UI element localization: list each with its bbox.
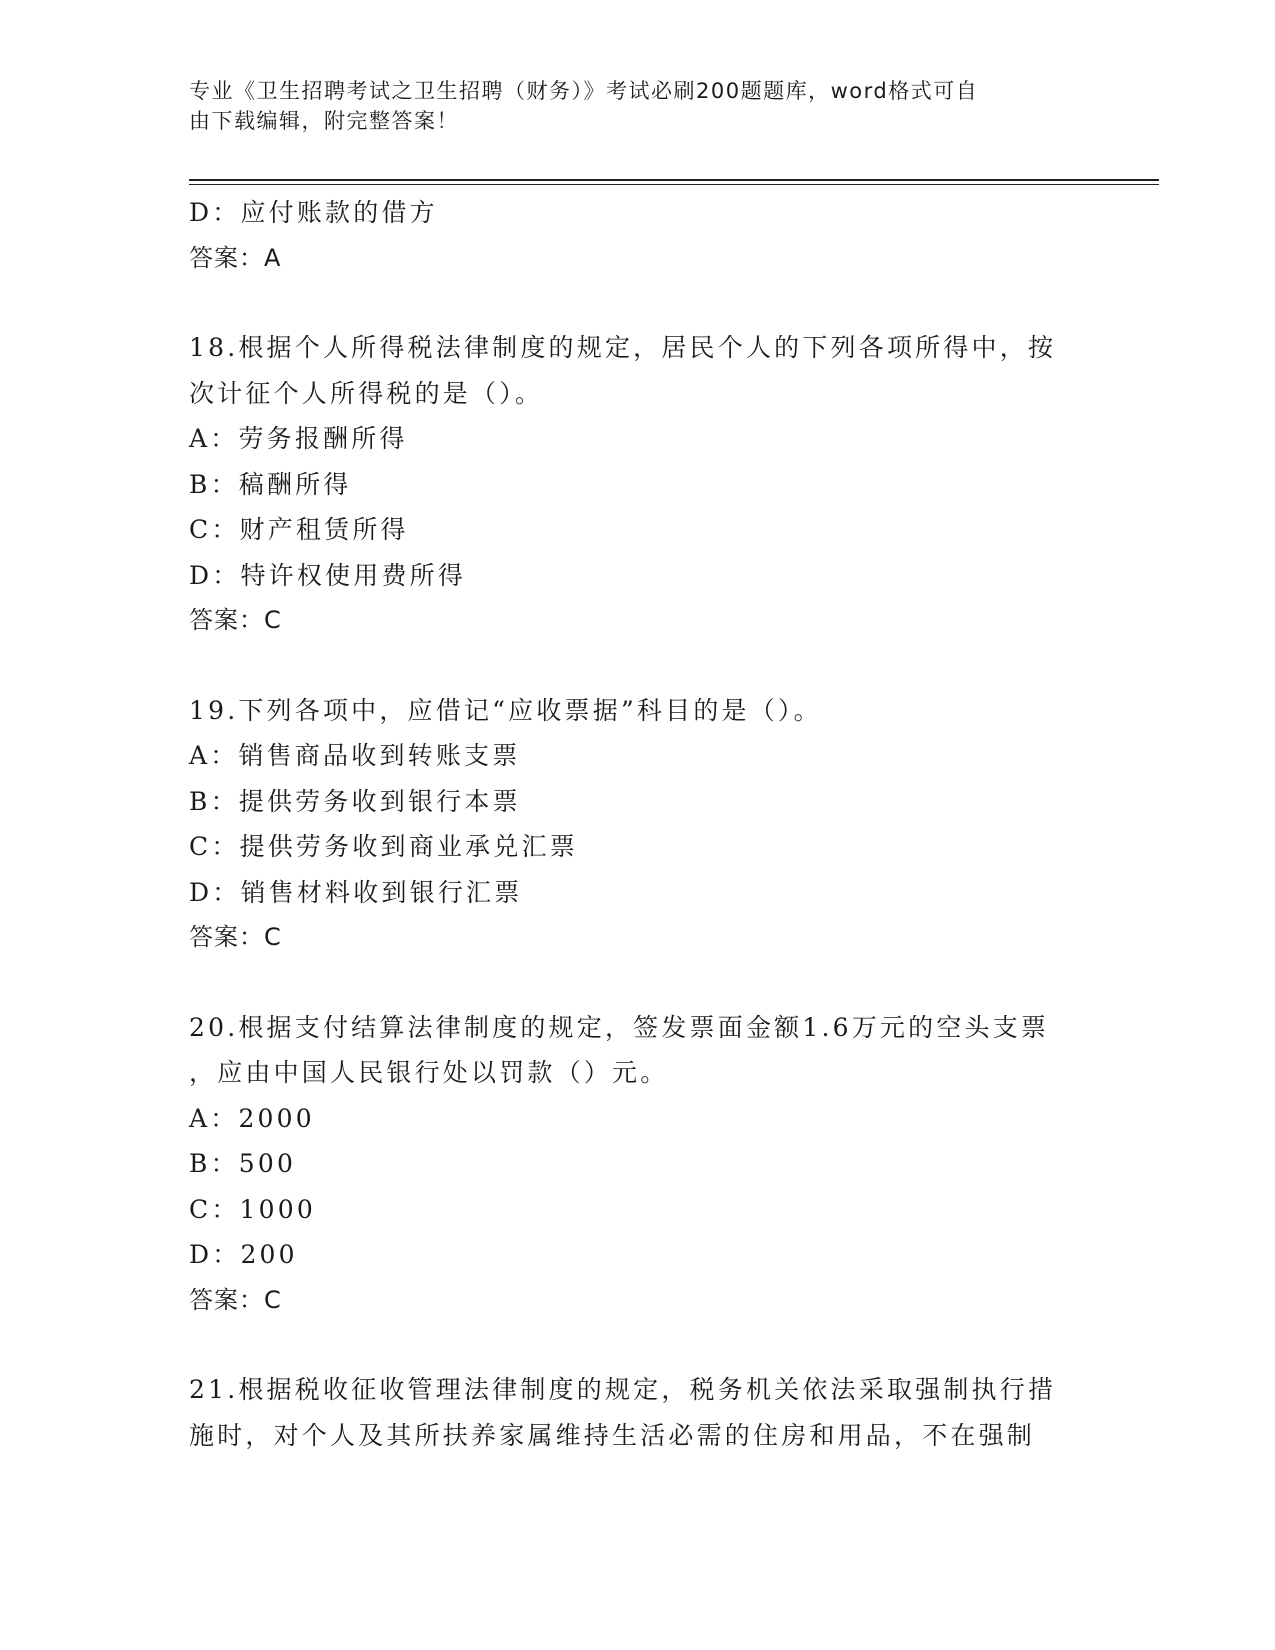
option-a: A：2000 (189, 1103, 315, 1133)
question-content (189, 190, 1089, 1458)
answer-20: 答案：C (189, 1285, 282, 1314)
page-header (189, 76, 1069, 136)
question-text-line: 20.根据支付结算法律制度的规定，签发票面金额1.6万元的空头支票 (189, 1012, 1050, 1042)
option-c: C：财产租赁所得 (189, 515, 409, 544)
option-b: B：提供劳务收到银行本票 (189, 786, 521, 816)
answer-19: 答案：C (189, 923, 282, 951)
question-20 (189, 1005, 1089, 1324)
option-c: C：1000 (189, 1194, 316, 1224)
option-d: D：特许权使用费所得 (189, 560, 467, 590)
answer-18: 答案：C (189, 606, 282, 634)
question-text-line: 施时，对个人及其所扶养家属维持生活必需的住房和用品，不在强制 (189, 1420, 1036, 1450)
header-divider-thick (189, 179, 1159, 181)
option-d: D：销售材料收到银行汇票 (189, 877, 523, 907)
question-text-line: ，应由中国人民银行处以罚款（）元。 (189, 1058, 669, 1087)
question-19 (189, 688, 1089, 961)
option-a: A：劳务报酬所得 (189, 424, 408, 453)
question-text-line: 次计征个人所得税的是（）。 (189, 378, 544, 408)
header-line-1: 专业《卫生招聘考试之卫生招聘（财务）》考试必刷200题题库，word格式可自 (189, 79, 979, 103)
header-divider-thin (189, 184, 1159, 185)
question-text-line: 21.根据税收征收管理法律制度的规定，税务机关依法采取强制执行措 (189, 1375, 1057, 1404)
option-d: D：200 (189, 1240, 298, 1269)
question-text-line: 19.下列各项中，应借记“应收票据”科目的是（）。 (189, 695, 822, 725)
option-b: B：稿酬所得 (189, 469, 352, 499)
question-18 (189, 325, 1089, 644)
option-a: A：销售商品收到转账支票 (189, 741, 521, 770)
option-b: B：500 (189, 1149, 297, 1178)
option-c: C：提供劳务收到商业承兑汇票 (189, 832, 578, 861)
header-line-2: 由下载编辑，附完整答案！ (189, 109, 459, 133)
answer-17: 答案：A (189, 243, 282, 272)
question-21 (189, 1367, 1089, 1458)
question-text-line: 18.根据个人所得税法律制度的规定，居民个人的下列各项所得中，按 (189, 333, 1057, 362)
option-d: D：应付账款的借方 (189, 198, 438, 227)
